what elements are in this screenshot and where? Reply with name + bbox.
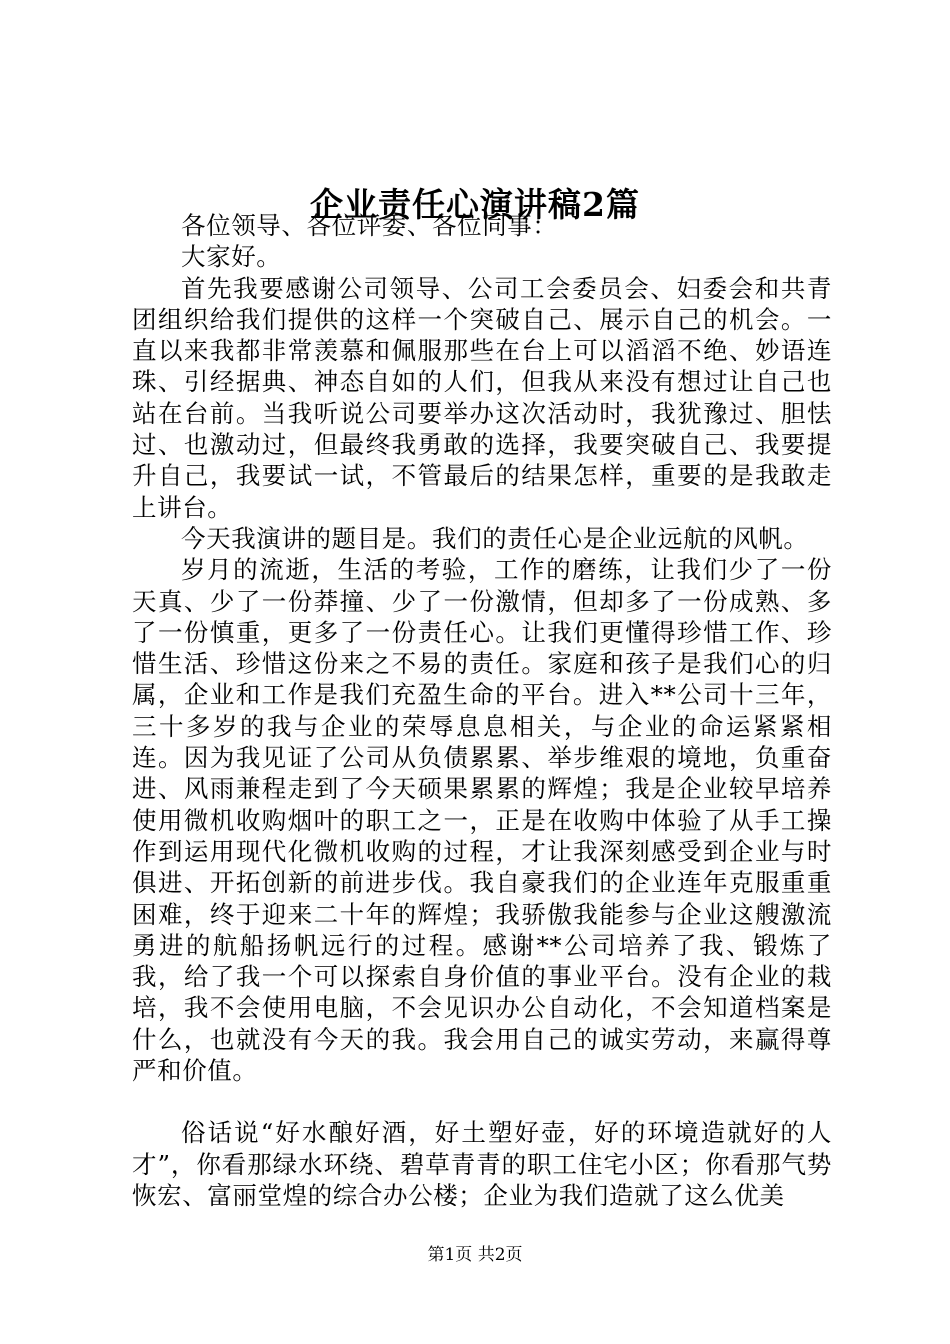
body-paragraph: 岁月的流逝，生活的考验，工作的磨练，让我们少了一份天真、少了一份莽撞、少了一份激情，但却多了一份成熟、多了一份慎重，更多了一份责任心。让我们更懂得珍惜工作、珍惜生活、珍惜这份来之不易的责任。家庭和孩子是我们心的归属，企业和工作是我们充盈生命的平台。进入**公司十三年，三十多岁的我与企业的荣辱息息相关，与企业的命运紧紧相连。因为我见证了公司从负债累累、举步维艰的境地，负重奋进、风雨兼程走到了今天硕果累累的辉煌；我是企业较早培养使用微机收购烟叶的职工之一，正是在收购中体验了从手工操作到运用现代化微机收购的过程，才让我深刻感受到企业与时俱进、开拓创新的前进步伐。我自豪我们的企业连年克服重重困难，终于迎来二十年的辉煌；我骄傲我能参与企业这艘激流勇进的航船扬帆远行的过程。感谢**公司培养了我、锻炼了我，给了我一个可以探索自身价值的事业平台。没有企业的栽培，我不会使用电脑，不会见识办公自动化，不会知道档案是什么，也就没有今天的我。我会用自己的诚实劳动，来赢得尊严和价值。 (132, 555, 832, 1086)
body-paragraph: 首先我要感谢公司领导、公司工会委员会、妇委会和共青团组织给我们提供的这样一个突破自己、展示自己的机会。一直以来我都非常羡慕和佩服那些在台上可以滔滔不绝、妙语连珠、引经据典、神态自如的人们，但我从来没有想过让自己也站在台前。当我听说公司要举办这次活动时，我犹豫过、胆怯过、也激动过，但最终我勇敢的选择，我要突破自己、我要提升自己，我要试一试，不管最后的结果怎样，重要的是我敢走上讲台。 (132, 273, 832, 522)
document-body (132, 210, 832, 1211)
greeting-paragraph: 大家好。 (181, 242, 282, 272)
topic-paragraph: 今天我演讲的题目是。我们的责任心是企业远航的风帆。 (181, 523, 809, 553)
page-number-footer: 第1页 共2页 (427, 1245, 523, 1265)
salutation-paragraph: 各位领导、各位评委、各位同事： (181, 211, 558, 240)
document-title: 企业责任心演讲稿2篇 (310, 185, 640, 224)
body-paragraph: 俗话说“好水酿好酒，好土塑好壶，好的环境造就好的人才”，你看那绿水环绕、碧草青青的职工住宅小区；你看那气势恢宏、富丽堂煌的综合办公楼；企业为我们造就了这么优美 (132, 1118, 832, 1210)
